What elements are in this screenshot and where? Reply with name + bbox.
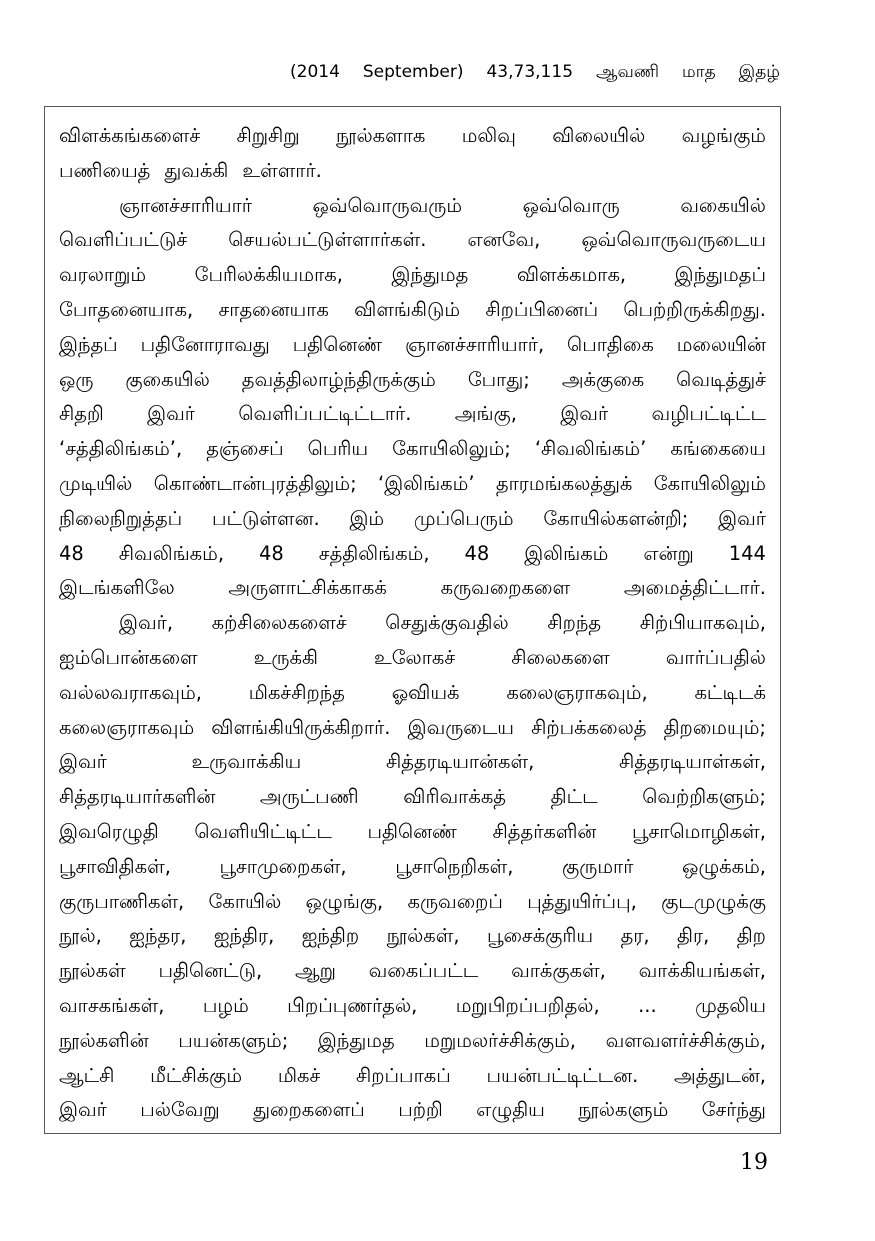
text-line: [59, 467, 766, 502]
text-line: [59, 606, 766, 641]
word: பதினோராவது: [140, 332, 270, 356]
word: எழுதிய: [476, 1098, 545, 1122]
word: இவர்: [718, 506, 766, 530]
word: கருவறைப்: [407, 889, 503, 913]
word: சிறந்த: [547, 611, 602, 635]
word: பதினெட்டு,: [158, 959, 263, 983]
text-line: [59, 154, 766, 189]
word: அக்குகை: [561, 367, 645, 391]
word: சித்தரடியான்கள்,: [385, 750, 535, 774]
text-line: [59, 815, 766, 850]
word: 48: [464, 541, 490, 565]
word: ஞானச்சாரியார்: [119, 193, 252, 217]
word: வழங்கும்: [681, 124, 766, 147]
text-line: [59, 537, 766, 572]
word: விளக்கங்களைச்: [59, 124, 201, 147]
text-line: [59, 919, 766, 954]
word: இவர்: [147, 402, 195, 426]
word: வெடித்துச்: [676, 367, 766, 391]
word: பணியைத்: [59, 158, 151, 182]
word: ‘இலிங்கம்’: [378, 471, 475, 495]
word: ஆறு: [294, 959, 336, 983]
word: அருட்பணி: [259, 785, 359, 809]
word: கங்கையை: [670, 437, 766, 461]
word: கோயில்களன்றி;: [543, 506, 689, 530]
word: சிதறி: [59, 402, 104, 426]
word: பல்வேறு: [140, 1098, 220, 1122]
text-line: [59, 293, 766, 328]
word: ஐம்பொன்களை: [59, 645, 198, 669]
word: மலையின்: [676, 332, 766, 356]
word: கட்டிடக்: [694, 680, 766, 704]
word: ‘சிவலிங்கம்’: [534, 437, 647, 461]
word: நூல்,: [59, 924, 102, 948]
word: வெளிப்பட்டிட்டார்.: [238, 402, 412, 426]
word: நூல்களும்: [578, 1098, 669, 1122]
word: ஒழுங்கு,: [305, 889, 384, 913]
text-line: [59, 780, 766, 815]
word: 48: [59, 541, 84, 565]
word: விலையில்: [552, 124, 646, 147]
text-line: [59, 328, 766, 363]
text-line: [59, 258, 766, 293]
word: இந்தப்: [59, 332, 118, 356]
word: இடங்களிலே: [59, 576, 175, 600]
text-line: [59, 571, 766, 606]
word: பெரிய: [307, 437, 369, 461]
word: விளங்கியிருக்கிறார்.: [211, 715, 391, 739]
word: சிறப்பினைப்: [485, 297, 599, 321]
word: அங்கு,: [454, 402, 517, 426]
header-word: (2014: [290, 62, 340, 82]
word: நிலைநிறுத்தப்: [59, 506, 183, 530]
word: அருளாட்சிக்காகக்: [228, 576, 387, 600]
word: பூசைக்குரிய: [486, 924, 594, 948]
text-line: [59, 502, 766, 537]
word: திர,: [677, 924, 710, 948]
header-word: இதழ்: [738, 62, 780, 82]
word: 144: [728, 541, 766, 565]
word: விளக்கமாக,: [516, 263, 627, 287]
word: பிறப்புணர்தல்,: [287, 993, 418, 1017]
word: முப்பெரும்: [413, 506, 514, 530]
word: வாசகங்கள்,: [59, 993, 165, 1017]
word: சித்தரடியார்களின்: [59, 785, 216, 809]
word: சிறுசிறு: [236, 124, 300, 147]
text-line: [59, 1024, 766, 1059]
body-text: [59, 119, 766, 1128]
word: நூல்களாக: [335, 124, 426, 147]
word: பற்றி: [398, 1098, 443, 1122]
word: என்று: [643, 541, 694, 565]
word: பதினெண்: [367, 819, 457, 843]
word: ஞானச்சாரியார்,: [404, 332, 545, 356]
text-line: [59, 676, 766, 711]
word: வெளியிட்டிட்ட: [194, 819, 332, 843]
word: திறமையும்;: [663, 715, 766, 739]
word: ஐந்தர,: [129, 924, 187, 948]
word: ‘சத்திலிங்கம்’,: [59, 437, 183, 461]
word: ஐந்திர,: [213, 924, 275, 948]
word: சிற்பியாகவும்,: [639, 611, 766, 635]
text-line: [59, 1059, 766, 1094]
word: இம்: [349, 506, 385, 530]
word: குகையில்: [125, 367, 210, 391]
word: பயன்பட்டிட்டன.: [486, 1063, 639, 1087]
word: கோயிலிலும்: [653, 471, 766, 495]
word: குடமுழுக்கு: [661, 889, 766, 913]
text-line: [59, 119, 766, 154]
word: பூசாமொழிகள்,: [631, 819, 766, 843]
text-line: [59, 711, 766, 746]
word: மிகச்: [277, 1063, 321, 1087]
word: சிறப்பாகப்: [356, 1063, 451, 1087]
word: பழம்: [202, 993, 249, 1017]
word: அமைத்திட்டார்.: [623, 576, 766, 600]
word: தாரமங்கலத்துக்: [495, 471, 633, 495]
word: வெளிப்பட்டுச்: [59, 228, 188, 252]
word: வாக்குகள்,: [511, 959, 606, 983]
word: இவர்,: [119, 611, 174, 635]
word: பயன்களும்;: [178, 1028, 289, 1052]
word: வகைப்பட்ட: [368, 959, 479, 983]
word: நூல்கள்,: [386, 924, 460, 948]
word: பூசாவிதிகள்,: [59, 854, 171, 878]
word: முதலிய: [695, 993, 766, 1017]
word: சிவலிங்கம்,: [118, 541, 225, 565]
word: விளங்கிடும்: [354, 297, 461, 321]
text-line: [59, 223, 766, 258]
text-line: [59, 363, 766, 398]
word: உருவாக்கிய: [191, 750, 302, 774]
word: வாக்கியங்கள்,: [638, 959, 766, 983]
word: கோயிலிலும்;: [392, 437, 511, 461]
word: வல்லவராகவும்,: [59, 680, 202, 704]
word: ஓவியக்: [391, 680, 460, 704]
word: வழிபட்டிட்ட: [651, 402, 766, 426]
word: இவரெழுதி: [59, 819, 159, 843]
word: திட்ட: [550, 785, 598, 809]
page-number: 19: [740, 1150, 768, 1175]
word: சித்தர்களின்: [492, 819, 597, 843]
word: துறைகளைப்: [253, 1098, 365, 1122]
word: அத்துடன்,: [674, 1063, 766, 1087]
word: கலைஞராகவும்: [59, 715, 195, 739]
text-line: [59, 954, 766, 989]
word: இவர்: [560, 402, 609, 426]
word: போதனையாக,: [59, 297, 194, 321]
word: இலிங்கம்: [524, 541, 609, 565]
word: நூல்களின்: [59, 1028, 149, 1052]
text-line: [59, 432, 766, 467]
word: மீட்சிக்கும்: [150, 1063, 243, 1087]
word: மலிவு: [461, 124, 516, 147]
word: இந்துமதப்: [674, 263, 766, 287]
word: பட்டுள்ளன.: [211, 506, 320, 530]
text-line: [59, 397, 766, 432]
word: இவர்: [59, 1098, 107, 1122]
word: செதுக்குவதில்: [385, 611, 509, 635]
word: போது;: [467, 367, 530, 391]
word: வெற்றிகளும்;: [642, 785, 766, 809]
word: இந்துமத: [391, 263, 469, 287]
word: தஞ்சைப்: [206, 437, 284, 461]
text-line: [59, 189, 766, 224]
word: ஒழுக்கம்,: [681, 854, 766, 878]
word: கோயில்: [208, 889, 282, 913]
text-line: [59, 989, 766, 1024]
word: பதினெண்: [292, 332, 383, 356]
word: துவக்கி: [164, 158, 229, 182]
word: வரலாறும்: [59, 263, 147, 287]
header-word: மாத: [682, 62, 716, 82]
word: வளவளர்ச்சிக்கும்,: [605, 1028, 766, 1052]
word: ஐந்திற: [301, 924, 360, 948]
word: குருபாணிகள்,: [59, 889, 185, 913]
text-line: [59, 745, 766, 780]
word: உருக்கி: [253, 645, 318, 669]
word: இந்துமத: [317, 1028, 395, 1052]
word: உலோகச்: [374, 645, 456, 669]
word: சேர்ந்து: [701, 1098, 766, 1122]
word: மறுமலர்ச்சிக்கும்,: [424, 1028, 577, 1052]
word: சித்தரடியாள்கள்,: [618, 750, 766, 774]
word: தவத்திலாழ்ந்திருக்கும்: [241, 367, 436, 391]
word: சாதனையாக: [218, 297, 329, 321]
word: முடியில்: [59, 471, 133, 495]
word: கலைஞராகவும்,: [506, 680, 648, 704]
word: பேரிலக்கியமாக,: [194, 263, 343, 287]
word: குருமார்: [562, 854, 634, 878]
word: வார்ப்பதில்: [665, 645, 766, 669]
word: ஒவ்வொரு: [522, 193, 620, 217]
word: ஒவ்வொருவரும்: [312, 193, 463, 217]
word: 48: [258, 541, 284, 565]
text-line: [59, 1093, 766, 1128]
word: ஒவ்வொருவருடைய: [581, 228, 766, 252]
text-frame: [44, 106, 781, 1134]
word: எனவே,: [467, 228, 541, 252]
word: ஒரு: [59, 367, 94, 391]
word: பூசாமுறைகள்,: [219, 854, 347, 878]
word: கருவறைகளை: [440, 576, 571, 600]
header-word: September): [362, 62, 464, 82]
word: இவர்: [59, 750, 107, 774]
word: பொதிகை: [567, 332, 654, 356]
word: இவருடைய: [407, 715, 515, 739]
word: சிலைகளை: [511, 645, 610, 669]
word: நூல்கள்: [59, 959, 126, 983]
word: சத்திலிங்கம்,: [318, 541, 430, 565]
header-word: ஆவணி: [596, 62, 660, 82]
word: திற: [736, 924, 766, 948]
word: உள்ளார்.: [242, 158, 322, 182]
word: மிகச்சிறந்த: [248, 680, 345, 704]
word: கொண்டான்புரத்திலும்;: [153, 471, 357, 495]
header-word: 43,73,115: [486, 62, 574, 82]
word: ...: [638, 993, 657, 1017]
word: விரிவாக்கத்: [403, 785, 506, 809]
word: வகையில்: [680, 193, 766, 217]
word: பெற்றிருக்கிறது.: [623, 297, 766, 321]
word: சிற்பக்கலைத்: [531, 715, 647, 739]
word: தர,: [620, 924, 650, 948]
text-line: [59, 885, 766, 920]
word: மறுபிறப்பறிதல்,: [455, 993, 600, 1017]
word: புத்துயிர்ப்பு,: [527, 889, 637, 913]
word: செயல்பட்டுள்ளார்கள்.: [228, 228, 427, 252]
text-line: [59, 641, 766, 676]
text-line: [59, 850, 766, 885]
running-header: [290, 62, 780, 84]
word: கற்சிலைகளைச்: [211, 611, 347, 635]
word: ஆட்சி: [59, 1063, 115, 1087]
word: பூசாநெறிகள்,: [395, 854, 514, 878]
